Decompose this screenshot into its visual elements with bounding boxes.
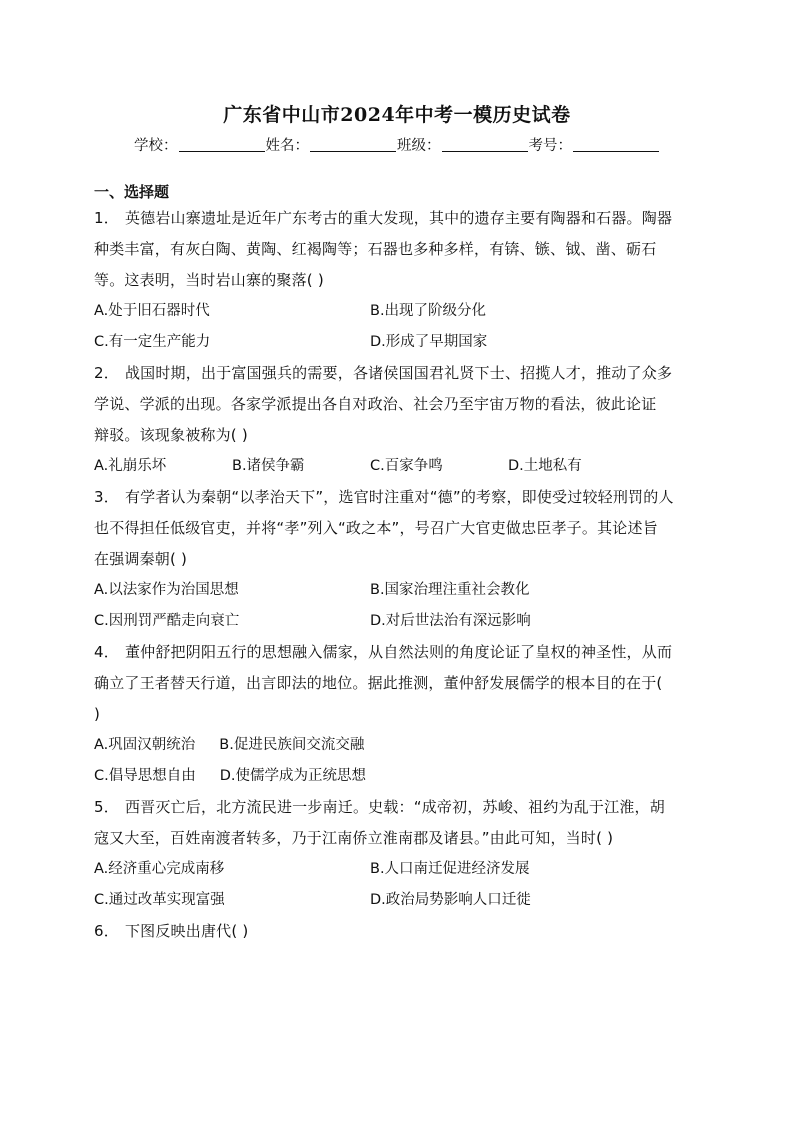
option-d: D.对后世法治有深远影响 [370,613,531,629]
question-5-options-row-2 [94,885,704,916]
question-number: 4． [94,643,119,661]
option-a: A.处于旧石器时代 [94,303,210,319]
student-info-line [0,136,794,156]
question-1-options-row-2 [94,327,704,358]
option-b: B.出现了阶级分化 [370,303,487,319]
question-2-options-row [94,451,704,482]
exam-number-label: 考号： [528,138,572,154]
question-5-line-1 [94,792,704,823]
question-2-line-1 [94,358,704,389]
option-a: A.以法家作为治国思想 [94,582,239,598]
question-4 [94,637,704,792]
question-text: 英德岩山寨遗址是近年广东考古的重大发现，其中的遗存主要有陶器和石器。陶器 [124,209,673,227]
question-4-line-2: 确立了王者替天行道，出言即法的地位。据此推测，董仲舒发展儒学的根本目的在于( [94,674,663,692]
option-d: D.土地私有 [508,458,582,474]
question-3-options-row-1 [94,575,704,606]
question-number: 3． [94,488,119,506]
exam-number-blank [573,137,659,152]
option-a: A.巩固汉朝统治 [94,737,196,753]
question-5-options-row-1 [94,854,704,885]
name-label: 姓名： [265,138,309,154]
option-c: C.通过改革实现富强 [94,892,225,908]
option-c: C.百家争鸣 [370,458,443,474]
question-1-line-3: 等。这表明，当时岩山寨的聚落( ) [94,271,324,289]
school-label: 学校： [134,138,178,154]
question-text: 战国时期，出于富国强兵的需要，各诸侯国国君礼贤下士、招揽人才，推动了众多 [124,364,673,382]
question-4-options-row-2 [94,761,704,792]
option-b: B.诸侯争霸 [232,458,305,474]
question-text: 下图反映出唐代( ) [124,922,249,940]
question-1-line-1 [94,203,704,234]
question-3-options-row-2 [94,606,704,637]
question-5 [94,792,704,916]
question-5-line-2: 寇又大至，百姓南渡者转多，乃于江南侨立淮南郡及诸县。”由此可知，当时( ) [94,829,614,847]
option-d: D.形成了早期国家 [370,334,488,350]
question-text: 董仲舒把阴阳五行的思想融入儒家，从自然法则的角度论证了皇权的神圣性，从而 [124,643,673,661]
section-title: 一、选择题 [94,183,170,201]
option-a: A.经济重心完成南移 [94,861,225,877]
question-text: 有学者认为秦朝“以孝治天下”，选官时注重对“德”的考察，即使受过较轻刑罚的人 [124,488,674,506]
class-blank [442,137,528,152]
option-d: D.使儒学成为正统思想 [219,768,367,784]
question-number: 6． [94,922,119,940]
option-d: D.政治局势影响人口迁徙 [370,892,531,908]
exam-content [94,181,704,947]
question-4-options-row-1 [94,730,704,761]
question-2-line-3: 辩驳。该现象被称为( ) [94,426,248,444]
question-number: 5． [94,798,119,816]
question-1 [94,203,704,358]
question-4-line-1 [94,637,704,668]
question-text: 西晋灭亡后，北方流民进一步南迁。史载：“成帝初，苏峻、祖约为乱于江淮，胡 [124,798,665,816]
question-2 [94,358,704,482]
question-3-line-3: 在强调秦朝( ) [94,550,188,568]
option-c: C.有一定生产能力 [94,334,211,350]
question-2-line-2: 学说、学派的出现。各家学派提出各自对政治、社会乃至宇宙万物的看法，彼此论证 [94,395,657,413]
option-c: C.因刑罚严酷走向衰亡 [94,613,240,629]
question-6 [94,916,704,947]
question-number: 1． [94,209,119,227]
question-6-line-1 [94,916,704,947]
name-blank [310,137,396,152]
school-blank [179,137,265,152]
question-1-options-row-1 [94,296,704,327]
option-b: B.促进民族间交流交融 [219,737,365,753]
page-title: 广东省中山市2024年中考一模历史试卷 [223,104,571,126]
option-b: B.人口南迁促进经济发展 [370,861,530,877]
question-1-line-2: 种类丰富，有灰白陶、黄陶、红褐陶等；石器也多种多样，有锛、镞、钺、凿、砺石 [94,240,657,258]
question-4-line-3: ) [94,705,101,723]
question-number: 2． [94,364,119,382]
question-3 [94,482,704,637]
question-3-line-1 [94,482,704,513]
option-c: C.倡导思想自由 [94,768,196,784]
question-3-line-2: 也不得担任低级官吏，并将“孝”列入“政之本”，号召广大官吏做忠臣孝子。其论述旨 [94,519,658,537]
option-b: B.国家治理注重社会教化 [370,582,530,598]
class-label: 班级： [397,138,441,154]
option-a: A.礼崩乐坏 [94,458,167,474]
